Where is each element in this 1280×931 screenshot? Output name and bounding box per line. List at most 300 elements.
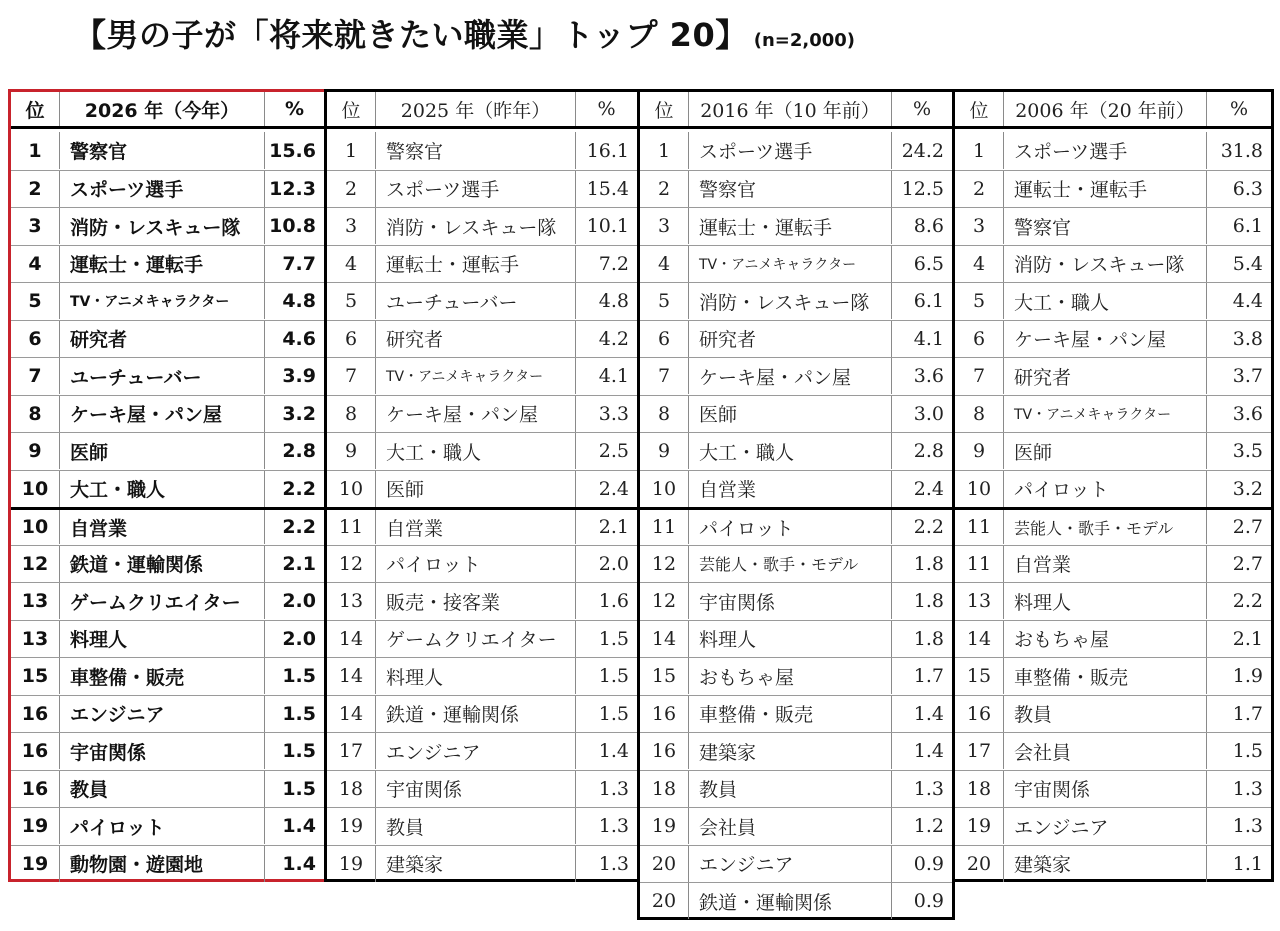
percent-cell: 4.8 (264, 283, 324, 319)
table-row (327, 245, 637, 282)
job-cell: エンジニア (688, 846, 891, 882)
year-header: 2006 年（20 年前） (1003, 92, 1206, 126)
job-cell: 芸能人・歌手・モデル (1003, 510, 1206, 544)
job-cell: 教員 (1003, 696, 1206, 732)
job-cell: 研究者 (59, 321, 264, 357)
rank-cell: 10 (651, 477, 677, 500)
job-cell: TV・アニメキャラクター (688, 246, 891, 282)
rank-cell: 11 (338, 516, 364, 538)
percent-cell: 3.3 (575, 396, 637, 432)
job-cell: 自営業 (1003, 546, 1206, 582)
table-row (640, 245, 952, 282)
rank-header: 位 (654, 99, 674, 122)
job-cell: 研究者 (688, 321, 891, 357)
percent-cell: 4.1 (891, 321, 952, 357)
job-cell: 警察官 (59, 132, 264, 169)
percent-cell: 15.4 (575, 171, 637, 207)
job-cell: 宇宙関係 (1003, 771, 1206, 807)
percent-cell: 4.1 (575, 358, 637, 394)
table-row (955, 695, 1271, 732)
job-cell: 教員 (375, 808, 575, 844)
table-row (640, 282, 952, 319)
table-row (640, 545, 952, 582)
percent-cell: 2.4 (891, 471, 952, 507)
job-cell: 医師 (1003, 433, 1206, 469)
table-row (640, 432, 952, 469)
job-cell: 大工・職人 (1003, 283, 1206, 319)
table-row (640, 395, 952, 432)
rank-cell: 16 (651, 740, 677, 762)
table-row (11, 282, 324, 319)
percent-cell: 1.3 (1206, 771, 1271, 807)
table-row (955, 470, 1271, 507)
table-row (955, 395, 1271, 432)
table-row (327, 582, 637, 619)
job-cell: 警察官 (375, 132, 575, 169)
rank-cell: 11 (966, 552, 992, 575)
table-row (327, 695, 637, 732)
job-cell: 会社員 (688, 808, 891, 844)
job-cell: 教員 (688, 771, 891, 807)
job-cell: 車整備・販売 (1003, 658, 1206, 694)
job-cell: 自営業 (59, 510, 264, 544)
percent-cell: 1.3 (575, 771, 637, 807)
rank-cell: 13 (966, 590, 992, 612)
job-cell: 鉄道・運輸関係 (375, 696, 575, 732)
percent-cell: 1.5 (264, 771, 324, 807)
percent-cell: 6.5 (891, 246, 952, 282)
table-row (327, 657, 637, 694)
rank-cell: 2 (28, 177, 42, 200)
rank-cell: 10 (338, 477, 364, 500)
percent-cell: 2.0 (264, 621, 324, 657)
rank-cell: 9 (344, 440, 358, 462)
table-row (640, 882, 952, 919)
percent-cell: 2.8 (891, 433, 952, 469)
table-row (11, 245, 324, 282)
job-cell: 宇宙関係 (59, 733, 264, 769)
table-row (640, 357, 952, 394)
table-row (640, 657, 952, 694)
percent-cell: 6.1 (1206, 208, 1271, 244)
rank-cell: 10 (21, 516, 49, 538)
table-row (640, 695, 952, 732)
job-cell: 宇宙関係 (688, 583, 891, 619)
table-row (327, 432, 637, 469)
table-row (640, 320, 952, 357)
rank-cell: 11 (966, 516, 992, 538)
job-cell: 料理人 (375, 658, 575, 694)
percent-cell: 4.4 (1206, 283, 1271, 319)
percent-cell: 10.8 (264, 208, 324, 244)
percent-cell: 2.1 (575, 510, 637, 544)
rank-cell: 3 (28, 215, 42, 237)
job-cell: スポーツ選手 (59, 171, 264, 207)
job-cell: ユーチューバー (59, 358, 264, 394)
table-row (640, 582, 952, 619)
percent-cell: 1.1 (1206, 846, 1271, 882)
table-row (955, 770, 1271, 807)
rank-cell: 18 (966, 777, 992, 800)
rank-cell: 2 (344, 177, 358, 200)
percent-cell: 1.5 (264, 733, 324, 769)
table-row (640, 620, 952, 657)
job-cell: 車整備・販売 (59, 658, 264, 694)
table-row (640, 507, 952, 544)
table-row (955, 807, 1271, 844)
table-row (955, 432, 1271, 469)
percent-cell: 3.8 (1206, 321, 1271, 357)
table-row (11, 620, 324, 657)
percent-cell: 3.2 (264, 396, 324, 432)
table-row (11, 732, 324, 769)
table-row (955, 357, 1271, 394)
job-cell: 建築家 (1003, 846, 1206, 882)
table-row (640, 132, 952, 169)
rank-cell: 12 (338, 552, 364, 575)
table-row (327, 282, 637, 319)
percent-cell: 1.4 (891, 733, 952, 769)
job-cell: 大工・職人 (59, 471, 264, 507)
percent-cell: 2.0 (575, 546, 637, 582)
percent-cell: 2.2 (891, 510, 952, 544)
rank-cell: 20 (966, 852, 992, 875)
table-row (11, 582, 324, 619)
job-cell: ゲームクリエイター (375, 621, 575, 657)
table-row (955, 170, 1271, 207)
rank-cell: 17 (966, 740, 992, 762)
job-cell: 大工・職人 (688, 433, 891, 469)
rank-cell: 12 (21, 552, 49, 575)
percent-cell: 1.3 (575, 846, 637, 882)
table-header-row (327, 92, 637, 129)
rank-cell: 12 (651, 552, 677, 575)
rank-cell: 19 (651, 815, 677, 837)
rank-cell: 8 (657, 402, 671, 425)
table-row (955, 845, 1271, 882)
table-row (955, 582, 1271, 619)
percent-header: % (264, 92, 324, 126)
job-cell: 宇宙関係 (375, 771, 575, 807)
rank-cell: 6 (28, 327, 42, 350)
percent-cell: 8.6 (891, 208, 952, 244)
rank-cell: 12 (651, 590, 677, 612)
percent-cell: 5.4 (1206, 246, 1271, 282)
table-row (955, 245, 1271, 282)
percent-cell: 12.5 (891, 171, 952, 207)
rank-cell: 5 (344, 290, 358, 312)
table-row (955, 282, 1271, 319)
table-row (640, 207, 952, 244)
rank-cell: 4 (344, 252, 358, 275)
table-row (327, 620, 637, 657)
rank-cell: 14 (338, 627, 364, 650)
percent-cell: 6.3 (1206, 171, 1271, 207)
percent-cell: 1.3 (891, 771, 952, 807)
job-cell: 消防・レスキュー隊 (59, 208, 264, 244)
rank-cell: 18 (651, 777, 677, 800)
rank-header: 位 (969, 99, 989, 122)
rank-cell: 6 (972, 327, 986, 350)
percent-cell: 2.0 (264, 583, 324, 619)
rank-cell: 5 (657, 290, 671, 312)
job-cell: 大工・職人 (375, 433, 575, 469)
job-cell: TV・アニメキャラクター (375, 358, 575, 394)
rank-header: 位 (25, 99, 45, 122)
table-2025 (324, 89, 640, 882)
rank-cell: 10 (21, 477, 49, 500)
rank-cell: 16 (21, 740, 49, 762)
table-row (955, 657, 1271, 694)
percent-cell: 3.9 (264, 358, 324, 394)
job-cell: スポーツ選手 (1003, 132, 1206, 169)
percent-cell: 1.8 (891, 583, 952, 619)
job-cell: 料理人 (688, 621, 891, 657)
table-row (11, 470, 324, 507)
percent-cell: 2.7 (1206, 510, 1271, 544)
rank-cell: 16 (651, 702, 677, 725)
percent-cell: 4.8 (575, 283, 637, 319)
table-row (11, 170, 324, 207)
percent-cell: 7.7 (264, 246, 324, 282)
job-cell: パイロット (375, 546, 575, 582)
rank-cell: 5 (972, 290, 986, 312)
table-row (11, 770, 324, 807)
percent-cell: 3.6 (891, 358, 952, 394)
table-header-row (955, 92, 1271, 129)
job-cell: 建築家 (375, 846, 575, 882)
rank-cell: 14 (651, 627, 677, 650)
percent-cell: 1.2 (891, 808, 952, 844)
percent-cell: 1.6 (575, 583, 637, 619)
rank-cell: 14 (338, 702, 364, 725)
table-row (11, 357, 324, 394)
job-cell: 消防・レスキュー隊 (1003, 246, 1206, 282)
percent-cell: 2.2 (264, 471, 324, 507)
percent-cell: 1.8 (891, 621, 952, 657)
job-cell: 料理人 (59, 621, 264, 657)
title-text: 【男の子が「将来就きたい職業」トップ 20】 (74, 16, 748, 54)
percent-cell: 1.5 (575, 621, 637, 657)
percent-cell: 3.2 (1206, 471, 1271, 507)
job-cell: 警察官 (688, 171, 891, 207)
table-row (955, 132, 1271, 169)
table-2016 (637, 89, 955, 920)
job-cell: 会社員 (1003, 733, 1206, 769)
rank-cell: 20 (651, 890, 677, 912)
table-row (327, 470, 637, 507)
rank-cell: 3 (972, 215, 986, 237)
rank-cell: 14 (338, 665, 364, 687)
rank-cell: 8 (28, 402, 42, 425)
rank-cell: 15 (651, 665, 677, 687)
table-row (327, 357, 637, 394)
percent-cell: 1.9 (1206, 658, 1271, 694)
percent-cell: 1.5 (264, 658, 324, 694)
percent-cell: 1.8 (891, 546, 952, 582)
percent-header: % (575, 92, 637, 126)
job-cell: 鉄道・運輸関係 (59, 546, 264, 582)
percent-cell: 2.2 (264, 510, 324, 544)
percent-cell: 1.4 (575, 733, 637, 769)
percent-cell: 15.6 (264, 132, 324, 169)
table-row (327, 320, 637, 357)
table-row (11, 845, 324, 882)
percent-cell: 1.7 (891, 658, 952, 694)
rank-cell: 15 (21, 665, 49, 687)
table-row (327, 732, 637, 769)
rank-cell: 4 (28, 252, 42, 275)
job-cell: 芸能人・歌手・モデル (688, 546, 891, 582)
job-cell: 車整備・販売 (688, 696, 891, 732)
rank-cell: 8 (344, 402, 358, 425)
table-row (327, 170, 637, 207)
job-cell: 料理人 (1003, 583, 1206, 619)
table-row (955, 620, 1271, 657)
percent-cell: 24.2 (891, 132, 952, 169)
job-cell: スポーツ選手 (375, 171, 575, 207)
percent-cell: 1.5 (575, 696, 637, 732)
job-cell: エンジニア (375, 733, 575, 769)
table-row (11, 320, 324, 357)
job-cell: 消防・レスキュー隊 (688, 283, 891, 319)
rank-cell: 14 (966, 627, 992, 650)
job-cell: TV・アニメキャラクター (1003, 396, 1206, 432)
percent-cell: 1.4 (891, 696, 952, 732)
table-2006 (952, 89, 1274, 882)
rank-cell: 1 (657, 139, 671, 162)
job-cell: 運転士・運転手 (375, 246, 575, 282)
table-row (327, 507, 637, 544)
rank-cell: 19 (338, 852, 364, 875)
table-row (11, 395, 324, 432)
percent-cell: 3.6 (1206, 396, 1271, 432)
percent-cell: 2.7 (1206, 546, 1271, 582)
job-cell: おもちゃ屋 (1003, 621, 1206, 657)
job-cell: ゲームクリエイター (59, 583, 264, 619)
percent-header: % (891, 92, 952, 126)
job-cell: ケーキ屋・パン屋 (1003, 321, 1206, 357)
table-row (640, 845, 952, 882)
rank-cell: 9 (657, 440, 671, 462)
job-cell: 教員 (59, 771, 264, 807)
job-cell: 医師 (375, 471, 575, 507)
year-header: 2016 年（10 年前） (688, 92, 891, 126)
sample-size: (n=2,000) (753, 30, 856, 51)
rank-cell: 19 (21, 815, 49, 837)
table-row (11, 132, 324, 169)
table-row (327, 207, 637, 244)
percent-cell: 2.4 (575, 471, 637, 507)
rank-cell: 5 (28, 290, 42, 312)
rank-cell: 1 (972, 139, 986, 162)
rank-cell: 16 (21, 702, 49, 725)
job-cell: 医師 (688, 396, 891, 432)
rank-cell: 18 (338, 777, 364, 800)
percent-cell: 4.2 (575, 321, 637, 357)
rank-cell: 4 (972, 252, 986, 275)
rank-cell: 7 (972, 365, 986, 387)
job-cell: ユーチューバー (375, 283, 575, 319)
table-row (11, 432, 324, 469)
rank-cell: 8 (972, 402, 986, 425)
rank-cell: 17 (338, 740, 364, 762)
job-cell: 運転士・運転手 (688, 208, 891, 244)
job-cell: パイロット (1003, 471, 1206, 507)
job-cell: エンジニア (1003, 808, 1206, 844)
rank-cell: 6 (657, 327, 671, 350)
job-cell: 警察官 (1003, 208, 1206, 244)
job-cell: 消防・レスキュー隊 (375, 208, 575, 244)
rank-cell: 10 (966, 477, 992, 500)
percent-cell: 0.9 (891, 846, 952, 882)
percent-cell: 1.5 (264, 696, 324, 732)
table-header-row (640, 92, 952, 129)
percent-cell: 1.4 (264, 846, 324, 882)
rank-cell: 9 (972, 440, 986, 462)
rank-cell: 2 (657, 177, 671, 200)
job-cell: 販売・接客業 (375, 583, 575, 619)
rank-cell: 7 (657, 365, 671, 387)
table-row (955, 507, 1271, 544)
job-cell: スポーツ選手 (688, 132, 891, 169)
rank-cell: 13 (338, 590, 364, 612)
percent-cell: 2.2 (1206, 583, 1271, 619)
table-row (327, 395, 637, 432)
rank-cell: 1 (344, 139, 358, 162)
rank-cell: 19 (966, 815, 992, 837)
rank-cell: 13 (21, 590, 49, 612)
percent-cell: 2.1 (264, 546, 324, 582)
job-cell: エンジニア (59, 696, 264, 732)
table-row (11, 807, 324, 844)
page-title (74, 10, 855, 60)
table-row (640, 807, 952, 844)
table-row (640, 770, 952, 807)
table-row (955, 320, 1271, 357)
job-cell: ケーキ屋・パン屋 (375, 396, 575, 432)
table-row (640, 732, 952, 769)
year-header: 2025 年（昨年） (375, 92, 575, 126)
table-row (955, 545, 1271, 582)
table-row (327, 807, 637, 844)
job-cell: 動物園・遊園地 (59, 846, 264, 882)
job-cell: おもちゃ屋 (688, 658, 891, 694)
table-row (327, 770, 637, 807)
percent-cell: 1.4 (264, 808, 324, 844)
table-row (11, 507, 324, 544)
table-row (11, 695, 324, 732)
job-cell: 研究者 (1003, 358, 1206, 394)
table-row (955, 207, 1271, 244)
table-row (640, 470, 952, 507)
table-row (327, 845, 637, 882)
rank-cell: 15 (966, 665, 992, 687)
percent-cell: 0.9 (891, 883, 952, 919)
percent-cell: 12.3 (264, 171, 324, 207)
rank-cell: 2 (972, 177, 986, 200)
percent-cell: 2.1 (1206, 621, 1271, 657)
rank-cell: 19 (338, 815, 364, 837)
percent-cell: 10.1 (575, 208, 637, 244)
rank-cell: 3 (344, 215, 358, 237)
table-2026 (8, 89, 327, 882)
job-cell: TV・アニメキャラクター (59, 283, 264, 319)
rank-cell: 13 (21, 627, 49, 650)
percent-cell: 3.0 (891, 396, 952, 432)
rank-cell: 20 (651, 852, 677, 875)
table-row (327, 545, 637, 582)
